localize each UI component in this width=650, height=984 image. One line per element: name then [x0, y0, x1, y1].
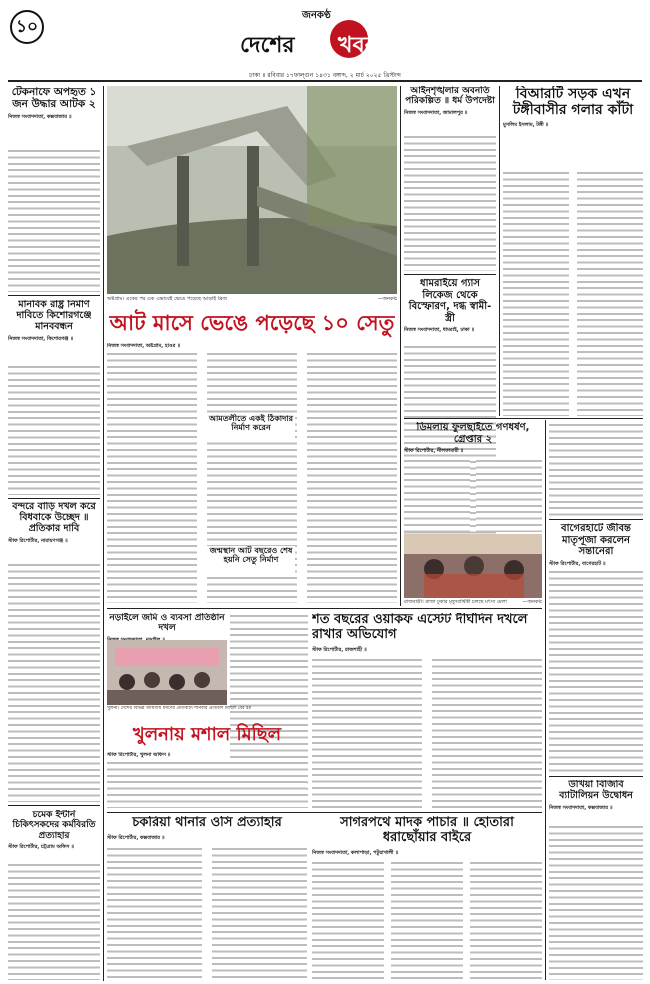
headline: চকরিয়া থানার ওসি প্রত্যাহার	[132, 816, 282, 830]
headline: বিআরটি সড়ক এখন টঙ্গীবাসীর গলার কাঁটা	[512, 86, 634, 119]
article-teknaf	[8, 86, 100, 292]
photo-caption: অষ্টগ্রাম। একের পর এক এভাবেই ভেঙে পড়েছে আড়াই ব্রিজ	[107, 296, 228, 302]
banner-headline	[107, 306, 397, 340]
headline: উখিয়া বিজিবি ব্যাটালিয়ন উদ্বোধন	[559, 780, 633, 801]
masthead-title-left: দেশের	[240, 33, 295, 58]
banner-khulna	[107, 720, 307, 750]
article-ukhia-bgb	[549, 780, 643, 980]
masthead-title-right: খবর	[338, 33, 377, 58]
article-bagerhat	[549, 523, 643, 773]
byline: নিজস্ব সংবাদদাতা, কলাপাড়া, পটুয়াখালী ॥	[312, 849, 399, 856]
byline: স্টাফ রিপোর্টার, রাজশাহী ॥	[312, 646, 367, 653]
article-drug-smuggling	[312, 816, 542, 981]
banner-text: খুলনায় মশাল মিছিল	[132, 724, 282, 745]
dateline: ঢাকা ॥ রবিবার ১৭ফাল্গুন ১৪৩১ বঙ্গাব্দ, ২ মার্চ ২০২৫ খ্রিস্টাব্দ	[249, 72, 401, 79]
article-brt-continued	[549, 422, 643, 517]
headline: ধামরাইয়ে গ্যাস লিকেজ থেকে বিস্ফোরণ, দগ্ধ স্বামী-স্ত্রী	[408, 278, 492, 324]
byline: স্টাফ রিপোর্টার, খুলনা অফিস ॥	[107, 752, 171, 758]
fish-fair-illustration	[404, 534, 542, 598]
subhead-amtali: আমতলীতে একই ঠিকাদার নির্মাণ করেন	[207, 414, 295, 442]
article-khulna-text	[107, 752, 307, 808]
headline: টেকনাফে অপহৃত ১ জন উদ্ধার আটক ২	[11, 86, 97, 111]
photo-credit: —জনকণ্ঠ	[522, 599, 542, 605]
byline: স্টাফ রিপোর্টার, নীলফামারী ॥	[404, 448, 464, 454]
byline: নিজস্ব সংবাদদাতা, অষ্টগ্রাম, হাওর ॥	[107, 343, 180, 349]
headline: আইনশৃঙ্খলার অবনতি পরিকল্পিত ॥ ধর্ম উপদেষ্টা	[405, 86, 495, 107]
subhead-janmasthan: জন্মস্থান আট বছরেও শেষ হয়নি সেতু নির্মাণ	[207, 546, 295, 574]
bridge-photo	[107, 86, 397, 294]
headline: বাগেরহাটে জীবন্ত মাতৃপূজা করলেন সন্তানেরা	[561, 523, 631, 557]
photo-caption: রাজবাড়ী। রাজা ঢুকার মৃত্যুবার্ষিকী চলছে মৎস্য মেলা	[404, 599, 507, 605]
photo-credit: —জনকণ্ঠ	[377, 296, 397, 302]
masthead	[240, 8, 420, 64]
page-number-badge	[10, 10, 44, 44]
byline: নিজস্ব সংবাদদাতা, জামালপুর ॥	[404, 109, 468, 116]
article-bandar	[8, 502, 100, 802]
article-waqf-estate	[312, 613, 542, 808]
khulna-rally-photo	[107, 640, 227, 705]
khulna-rally-illustration	[107, 640, 227, 705]
headline: বন্দরে বাড়ি দখল করে বিধবাকে উচ্ছেদ ॥ প্রতিকার দাবি	[12, 502, 96, 534]
byline: স্টাফ রিপোর্টার, চট্টগ্রাম অফিস ॥	[8, 844, 74, 851]
headline: মানবিক রাষ্ট্র নির্মাণ দাবিতে কিশোরগঞ্জে মানববন্ধন	[16, 300, 92, 332]
headline: শত বছরের ওয়াকফ এস্টেট দীর্ঘদিন দখলে রাখার অভিযোগ	[312, 613, 528, 642]
page-number: ১০	[15, 17, 39, 37]
bridge-photo-illustration	[107, 86, 397, 294]
article-dimla	[404, 422, 542, 532]
article-law-order	[404, 86, 496, 271]
brand-small: জনকণ্ঠ	[302, 10, 331, 21]
fish-fair-photo	[404, 534, 542, 598]
byline: নিজস্ব সংবাদদাতা, কক্সবাজার ॥	[8, 114, 72, 121]
byline: নিজস্ব সংবাদদাতা, কিশোরগঞ্জ ॥	[8, 335, 74, 342]
byline: স্টাফ রিপোর্টার, নারায়ণগঞ্জ ॥	[8, 537, 68, 544]
headline: নড়াইলে জমি ও ব্যবসা প্রতিষ্ঠান দখল	[109, 613, 225, 634]
article-kishoreganj	[8, 300, 100, 495]
byline: মুসলিম ইসলাম, টঙ্গী ॥	[503, 122, 549, 129]
byline: নিজস্ব সংবাদদাতা, ধামরাই, ঢাকা ॥	[404, 327, 475, 333]
headline: সাগরপথে মাদক পাচার ॥ হোতারা ধরাছোঁয়ার বাইরে	[340, 816, 514, 845]
headline: চমেক ইন্টার্ন চিকিৎসকদের কর্মবিরতি প্রত্যাহার	[12, 810, 96, 841]
headline: ডিমলায় ফুলছাইতে গণধর্ষণ, গ্রেপ্তার ২	[416, 422, 530, 445]
article-brt-road	[503, 86, 643, 416]
byline: নিজস্ব সংবাদদাতা, কক্সবাজার ॥	[549, 804, 613, 811]
article-chakaria	[107, 816, 307, 981]
article-dhamrai-gas	[404, 278, 496, 393]
byline: স্টাফ রিপোর্টার, কক্সবাজার ॥	[107, 834, 165, 841]
byline: স্টাফ রিপোর্টার, বাগেরহাট ॥	[549, 560, 606, 567]
banner-text: আট মাসে ভেঙে পড়েছে ১০ সেতু	[109, 311, 395, 335]
article-chamek	[8, 810, 100, 980]
photo-caption: খুলনা। দেশের বিভিন্ন জায়গায় ধর্ষণের প্রতিবাদে শনিবার প্রতিবাদ মিছিল বের হয়	[107, 706, 252, 711]
